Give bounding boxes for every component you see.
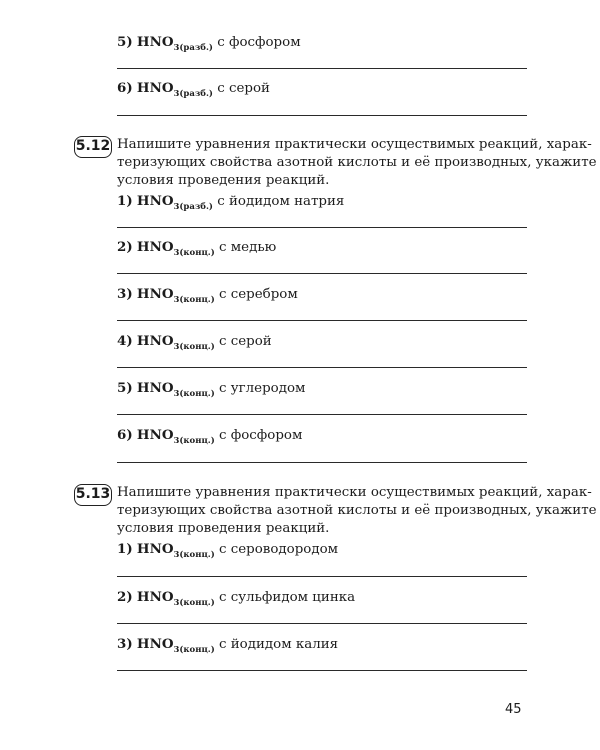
item-formula: HNO <box>136 286 174 302</box>
item-formula: HNO <box>136 239 174 255</box>
item-formula-subscript: 3(конц.) <box>173 248 215 258</box>
item-text: с сульфидом цинка <box>218 590 356 605</box>
item-formula: HNO <box>136 80 174 96</box>
list-item <box>117 333 272 350</box>
item-formula-subscript: 3(разб.) <box>173 89 213 99</box>
task-line: Напишите уравнения практически осуществимых реакций, харак- <box>117 485 592 500</box>
item-formula-subscript: 3(разб.) <box>173 202 213 212</box>
answer-line[interactable] <box>117 670 527 671</box>
list-item <box>117 636 338 653</box>
item-formula-subscript: 3(конц.) <box>173 645 215 655</box>
item-number: 5) <box>117 380 133 396</box>
task-line: теризующих свойства азотной кислоты и её производных, укажите <box>117 503 597 518</box>
item-number: 6) <box>117 80 133 96</box>
answer-line[interactable] <box>117 367 527 368</box>
item-formula-subscript: 3(конц.) <box>173 342 215 352</box>
item-text: с серой <box>218 334 272 349</box>
list-item <box>117 34 301 51</box>
item-number: 4) <box>117 333 133 349</box>
item-formula-subscript: 3(конц.) <box>173 550 215 560</box>
item-number: 1) <box>117 193 133 209</box>
task-number-badge: 5.13 <box>74 484 112 506</box>
answer-line[interactable] <box>117 320 527 321</box>
task-statement <box>117 136 597 190</box>
list-item <box>117 80 270 97</box>
list-item <box>117 541 338 558</box>
answer-line[interactable] <box>117 115 527 116</box>
item-text: с сероводородом <box>218 542 339 557</box>
item-formula: HNO <box>136 589 174 605</box>
answer-line[interactable] <box>117 414 527 415</box>
item-number: 2) <box>117 239 133 255</box>
item-formula: HNO <box>136 636 174 652</box>
task-number-badge: 5.12 <box>74 136 112 158</box>
item-formula: HNO <box>136 380 174 396</box>
list-item <box>117 589 355 606</box>
list-item <box>117 239 276 256</box>
item-formula: HNO <box>136 427 174 443</box>
item-formula-subscript: 3(конц.) <box>173 598 215 608</box>
item-formula: HNO <box>136 541 174 557</box>
item-formula-subscript: 3(конц.) <box>173 436 215 446</box>
item-text: с медью <box>218 240 277 255</box>
answer-line[interactable] <box>117 576 527 577</box>
item-text: с йодидом натрия <box>217 194 345 209</box>
item-number: 6) <box>117 427 133 443</box>
task-line: условия проведения реакций. <box>117 521 330 536</box>
item-text: с серой <box>217 81 270 96</box>
answer-line[interactable] <box>117 68 527 69</box>
answer-line[interactable] <box>117 623 527 624</box>
task-line: условия проведения реакций. <box>117 173 330 188</box>
item-formula-subscript: 3(конц.) <box>173 389 215 399</box>
item-number: 5) <box>117 34 133 50</box>
item-number: 3) <box>117 286 133 302</box>
item-formula: HNO <box>136 34 174 50</box>
item-text: с фосфором <box>218 428 303 443</box>
list-item <box>117 193 344 210</box>
task-statement <box>117 484 597 538</box>
item-text: с углеродом <box>218 381 306 396</box>
list-item <box>117 427 302 444</box>
task-line: Напишите уравнения практически осуществимых реакций, харак- <box>117 137 592 152</box>
item-text: с фосфором <box>217 35 301 50</box>
item-formula-subscript: 3(конц.) <box>173 295 215 305</box>
item-formula-subscript: 3(разб.) <box>173 43 213 53</box>
list-item <box>117 286 298 303</box>
page-number: 45 <box>505 702 522 717</box>
answer-line[interactable] <box>117 462 527 463</box>
item-formula: HNO <box>136 333 174 349</box>
item-number: 3) <box>117 636 133 652</box>
list-item <box>117 380 305 397</box>
item-text: с йодидом калия <box>218 637 339 652</box>
answer-line[interactable] <box>117 273 527 274</box>
item-number: 2) <box>117 589 133 605</box>
answer-line[interactable] <box>117 227 527 228</box>
item-text: с серебром <box>218 287 298 302</box>
item-formula: HNO <box>136 193 174 209</box>
item-number: 1) <box>117 541 133 557</box>
task-line: теризующих свойства азотной кислоты и её производных, укажите <box>117 155 597 170</box>
